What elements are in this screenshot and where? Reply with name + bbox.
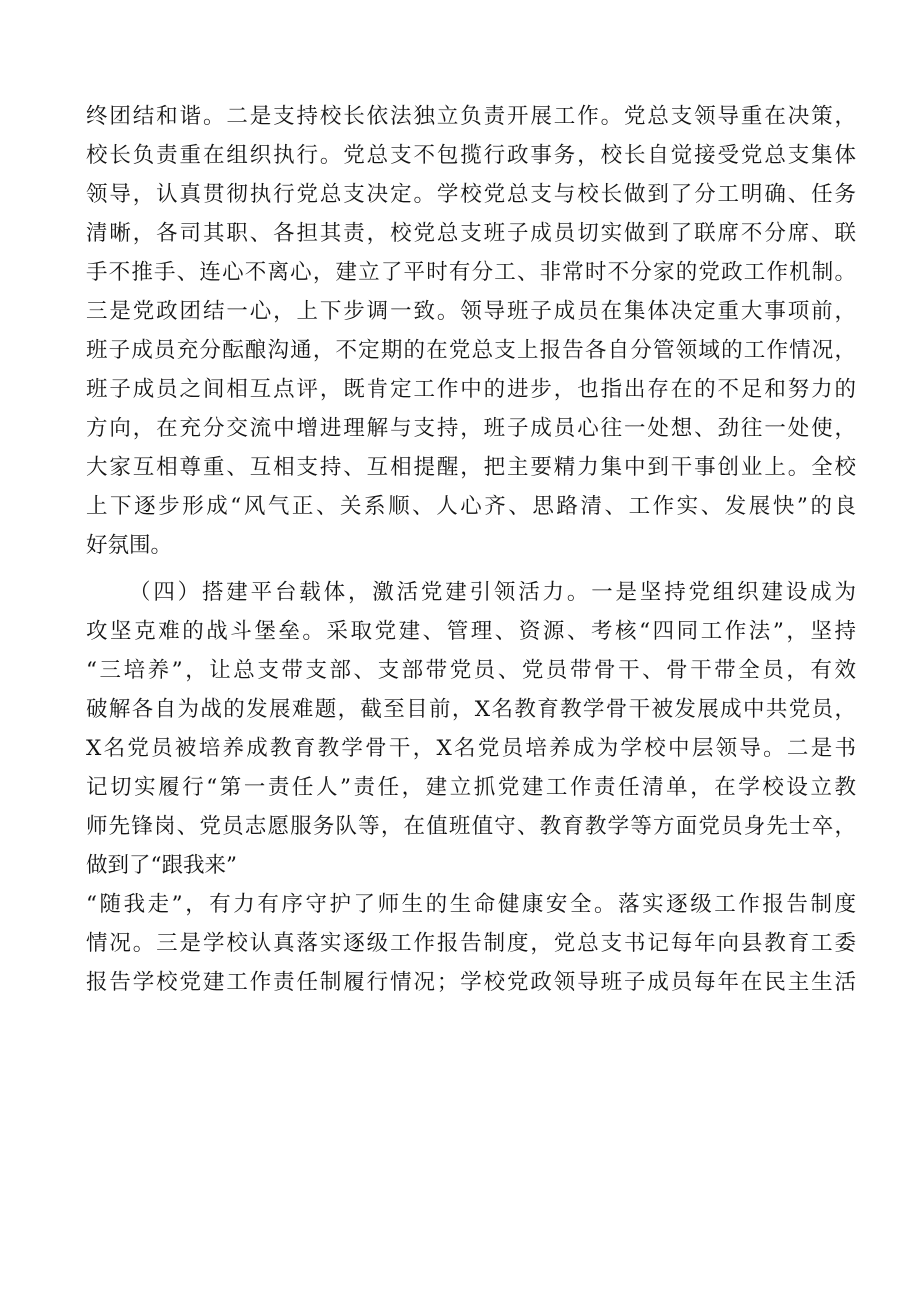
text-line: 大家互相尊重、互相支持、互相提醒，把主要精力集中到干事创业上。全校 (86, 455, 856, 480)
text-line: 方向，在充分交流中增进理解与支持，班子成员心往一处想、劲往一处使， (86, 416, 856, 441)
text-line: “三培养”，让总支带支部、支部带党员、党员带骨干、骨干带全员，有效 (86, 658, 856, 683)
paragraph-gap (86, 565, 856, 573)
text-line: 上下逐步形成“风气正、关系顺、人心齐、思路清、工作实、发展快”的良 (86, 494, 856, 519)
text-line: 报告学校党建工作责任制履行情况；学校党政领导班子成员每年在民主生活 (86, 970, 856, 995)
text-line: 师先锋岗、党员志愿服务队等，在值班值守、教育教学等方面党员身先士卒， (86, 814, 856, 839)
text-line: X名党员被培养成教育教学骨干，X名党员培养成为学校中层领导。二是书 (86, 736, 856, 761)
text-line: 记切实履行“第一责任人”责任，建立抓党建工作责任清单，在学校设立教 (86, 775, 856, 800)
text-line: 好氛围。 (86, 533, 173, 558)
text-line: 做到了“跟我来” (86, 853, 237, 878)
text-line: “随我走”，有力有序守护了师生的生命健康安全。落实逐级工作报告制度 (86, 892, 856, 917)
text-line: 清晰，各司其职、各担其责，校党总支班子成员切实做到了联席不分席、联 (86, 221, 856, 246)
text-line: 破解各自为战的发展难题，截至目前，X名教育教学骨干被发展成中共党员， (86, 697, 856, 722)
text-line: 终团结和谐。二是支持校长依法独立负责开展工作。党总支领导重在决策， (86, 104, 856, 129)
text-line: 手不推手、连心不离心，建立了平时有分工、非常时不分家的党政工作机制。 (86, 260, 856, 285)
text-line: 领导，认真贯彻执行党总支决定。学校党总支与校长做到了分工明确、任务 (86, 182, 856, 207)
text-line: 三是党政团结一心，上下步调一致。领导班子成员在集体决定重大事项前， (86, 299, 856, 324)
text-line: 校长负责重在组织执行。党总支不包揽行政事务，校长自觉接受党总支集体 (86, 143, 856, 168)
text-line: 班子成员充分酝酿沟通，不定期的在党总支上报告各自分管领域的工作情况， (86, 338, 856, 363)
text-line: 攻坚克难的战斗堡垒。采取党建、管理、资源、考核“四同工作法”，坚持 (86, 619, 856, 644)
text-line: 班子成员之间相互点评，既肯定工作中的进步，也指出存在的不足和努力的 (86, 377, 856, 402)
section-heading-line: （四）搭建平台载体，激活党建引领活力。一是坚持党组织建设成为 (129, 580, 856, 605)
document-body (86, 97, 856, 1002)
text-line: 情况。三是学校认真落实逐级工作报告制度，党总支书记每年向县教育工委 (86, 931, 856, 956)
